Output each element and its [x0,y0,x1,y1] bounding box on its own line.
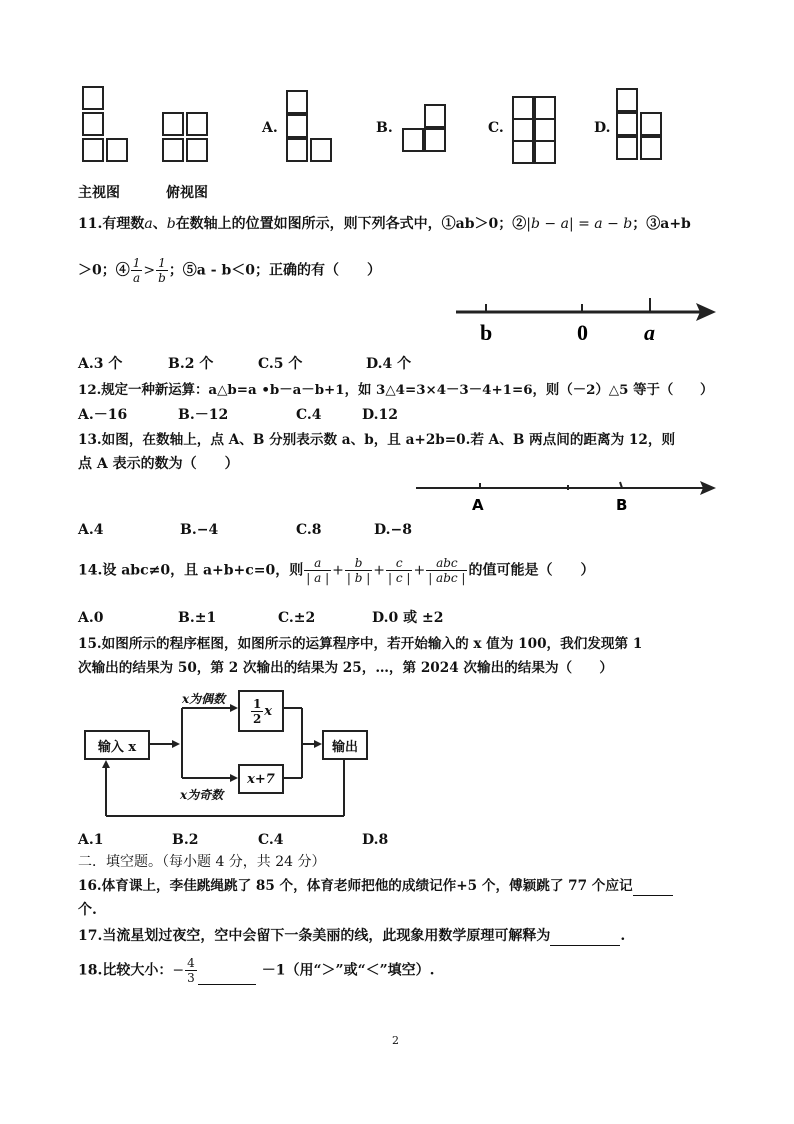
q13-line2: 点 A 表示的数为（ ） [78,456,239,472]
flow-half-box: $\frac{1}{2}$ x [238,690,284,732]
q11-option-d: D.4 个 [366,356,412,372]
q15-option-b: B.2 [172,832,199,848]
q15-option-c: C.4 [258,832,284,848]
flow-output-box: 输出 [322,730,368,760]
q16-line1: 16.体育课上，李佳跳绳跳了 85 个，体育老师把他的成绩记作+5 个，傅颖跳了 77 个应记 [78,876,673,896]
q15-option-d: D.8 [362,832,389,848]
option-a-label: A. [262,120,278,136]
q13-line1: 13.如图，在数轴上，点 A、B 分别表示数 a、b，且 a+2b=0.若 A、B 两点间的距离为 12，则 [78,432,676,448]
q11-option-a: A.3 个 [78,356,123,372]
axis-label-b: b [480,320,493,345]
q17-line: 17.当流星划过夜空，空中会留下一条美丽的线，此现象用数学原理可解释为 . [78,928,626,944]
axis-label-0: 0 [577,320,588,345]
q14-option-b: B.±1 [178,610,217,626]
q17-blank[interactable] [550,945,620,946]
q11-line1: 11.有理数a、b在数轴上的位置如图所示，则下列各式中，①ab＞0；②|b − a| = a − b；③a+b [78,216,691,232]
q13-number-line [410,474,722,516]
option-b-label: B. [376,120,393,136]
q11-option-c: C.5 个 [258,356,303,372]
q16-blank[interactable] [633,895,673,896]
main-view-caption: 主视图 [78,185,120,201]
q18-blank[interactable] [198,984,256,985]
q15-line2: 次输出的结果为 50，第 2 次输出的结果为 25，…，第 2024 次输出的结果为（ ） [78,660,613,676]
q11-option-b: B.2 个 [168,356,214,372]
q15-option-a: A.1 [78,832,104,848]
q12-option-a: A.－16 [78,407,128,423]
q18-line: 18.比较大小：− $\frac{4}{3}$ －1（用“＞”或“＜”填空）. [78,956,435,985]
flow-odd-label: x为奇数 [180,788,224,802]
q11-number-line [450,292,722,348]
q12-option-b: B.－12 [178,407,229,423]
q14-option-a: A.0 [78,610,104,626]
flow-input-box: 输入 x [84,730,150,760]
page-number: 2 [392,1034,399,1047]
option-d-label: D. [594,120,611,136]
top-view-caption: 俯视图 [166,185,208,201]
q12-option-d: D.12 [362,407,398,423]
flow-even-label: x为偶数 [182,692,226,706]
q15-line1: 15.如图所示的程序框图，如图所示的运算程序中，若开始输入的 x 值为 100，我们发现第 1 [78,636,643,652]
option-c-label: C. [488,120,504,136]
axis-label-A: A [472,496,484,514]
q16-line2: 个. [78,902,97,918]
q11-line2: ＞0；④ $\frac{1}{a}$ > $\frac{1}{b}$ ；⑤a - b＜0；正确的有（ ） [78,256,381,285]
axis-label-a: a [644,320,655,345]
axis-label-B: B [616,496,628,514]
q15-flowchart [76,686,376,826]
flow-plus7-box: x+7 [238,764,284,794]
q13-option-c: C.8 [296,522,322,538]
q13-option-a: A.4 [78,522,104,538]
q13-option-d: D.−8 [374,522,412,538]
q14-option-d: D.0 或 ±2 [372,610,444,626]
q14-option-c: C.±2 [278,610,316,626]
q12-text: 12.规定一种新运算：a△b=a •b－a－b+1，如 3△4=3×4－3－4+1=6，则（－2）△5 等于（ ） [78,382,714,398]
q13-option-b: B.−4 [180,522,219,538]
section-title: 二．填空题。（每小题 4 分，共 24 分） [78,854,326,870]
abs-expression: |b − a| = a − b [526,216,633,232]
q12-option-c: C.4 [296,407,322,423]
q14-line: 14.设 abc≠0，且 a+b+c=0，则 $\frac{a}{| a |}$ + $\frac{b}{| b |}$ + $\frac{c}{| c |}$ + $\frac{\text{abc}}{\text{| abc |}}$ 的值可能是（ ） [78,556,595,585]
